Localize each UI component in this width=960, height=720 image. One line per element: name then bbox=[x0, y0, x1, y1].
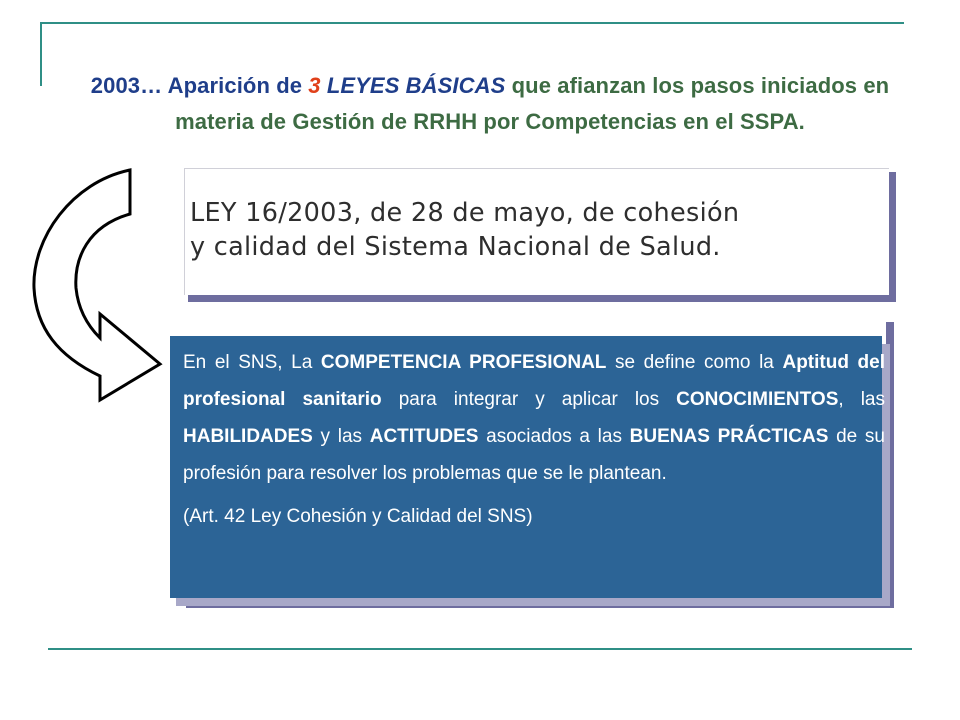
bottom-rule bbox=[48, 648, 912, 650]
slide-title bbox=[40, 68, 940, 140]
title-rest: que afianzan los pasos iniciados en bbox=[505, 73, 890, 98]
term-buenas-practicas: BUENAS PRÁCTICAS bbox=[629, 426, 829, 447]
term-conocimientos: CONOCIMIENTOS bbox=[676, 389, 839, 410]
definition-paragraph: En el SNS, La COMPETENCIA PROFESIONAL se define como la Aptitud del profesional sanitario para integrar y aplicar los CONOCIMIENTOS, las HABILIDADES y las ACTITUDES asociados a las BUENAS PRÁCTICAS de su profesión para resolver los problemas que se le plantean. bbox=[183, 352, 885, 484]
term-habilidades: HABILIDADES bbox=[183, 426, 313, 447]
citation: (Art. 42 Ley Cohesión y Calidad del SNS) bbox=[183, 506, 533, 527]
law-title-line1: LEY 16/2003, de 28 de mayo, de cohesión bbox=[190, 198, 740, 228]
term-competencia: COMPETENCIA PROFESIONAL bbox=[320, 352, 607, 373]
term-aptitud: Aptitud del profesional sanitario bbox=[183, 352, 885, 410]
top-rule bbox=[40, 22, 904, 24]
curved-arrow-icon bbox=[30, 168, 170, 408]
term-actitudes: ACTITUDES bbox=[369, 426, 479, 447]
law-title-line2: y calidad del Sistema Nacional de Salud. bbox=[190, 232, 721, 262]
law-title bbox=[190, 196, 880, 264]
title-prefix: 2003… Aparición de bbox=[90, 73, 309, 98]
title-line2: materia de Gestión de RRHH por Competencias en el SSPA. bbox=[175, 109, 805, 134]
definition-text bbox=[183, 344, 885, 535]
title-laws: LEYES BÁSICAS bbox=[320, 73, 506, 98]
title-number: 3 bbox=[308, 73, 321, 98]
